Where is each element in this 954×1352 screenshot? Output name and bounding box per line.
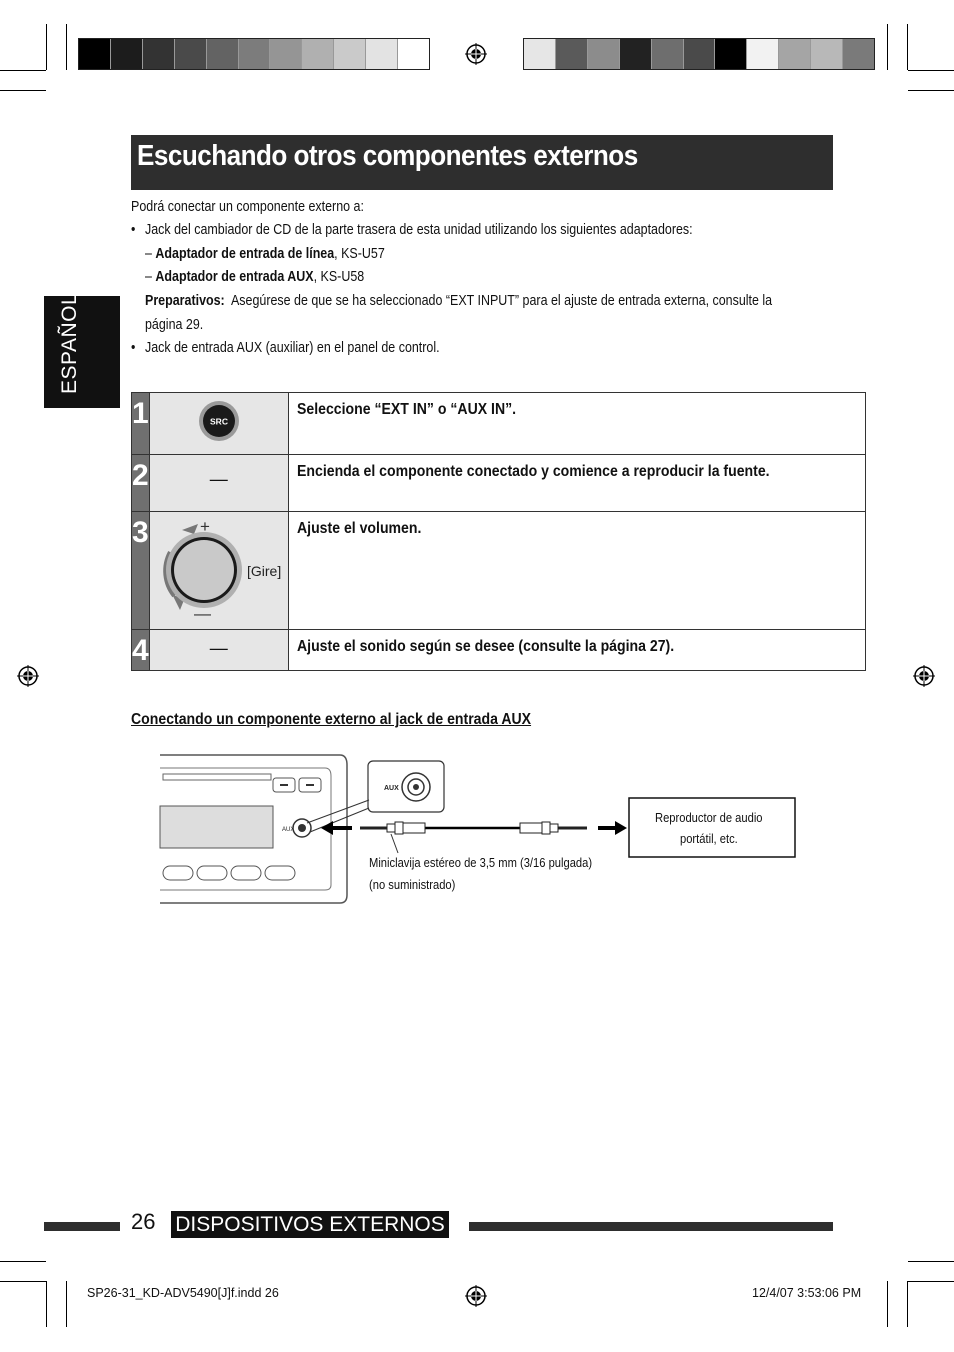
step-row [132,630,866,671]
step-number: 3 [132,512,150,630]
step-text: Ajuste el sonido según se desee (consulte la página 27). [288,630,865,671]
page-number: 26 [131,1209,156,1234]
step-icon-cell [149,455,288,512]
no-action-dash: — [209,638,228,658]
crop-mark [907,1281,908,1327]
crop-mark [0,1281,46,1282]
stereo-mini-plug-cable [360,822,587,853]
language-tab [44,296,120,408]
step-row [132,455,866,512]
plug-caption-2: (no suministrado) [369,877,456,892]
slug-file: SP26-31_KD-ADV5490[J]f.indd 26 [87,1286,279,1300]
adapter-1-model: , KS-U57 [334,246,385,262]
crop-mark [908,1261,954,1262]
crop-mark [907,24,908,70]
plug-caption-1: Miniclavija estéreo de 3,5 mm (3/16 pulgada) [369,855,593,870]
registration-mark-icon [913,665,935,687]
adapter-2-model: , KS-U58 [313,269,365,285]
crop-mark [66,1281,67,1327]
step-number: 4 [132,630,150,671]
svg-text:[Gire]: [Gire] [246,563,281,579]
step-number: 2 [132,455,150,512]
crop-mark [0,70,46,71]
aux-jack-callout [307,761,444,832]
step-text: Seleccione “EXT IN” o “AUX IN”. [288,393,865,455]
step-row [132,393,866,455]
crop-mark [46,24,47,70]
bullet-dot: • [131,222,136,238]
aux-label-small: AUX [282,827,295,833]
step-icon-cell [149,512,288,630]
crop-mark [0,90,46,91]
registration-mark-icon [465,1285,487,1307]
adapter-1-name: Adaptador de entrada de línea [155,246,335,262]
footer-bar-right [469,1222,833,1231]
no-action-dash: — [209,469,228,489]
step-icon-cell [149,630,288,671]
preparation-line [145,290,772,314]
arrow-right-icon [598,821,627,835]
section-label: DISPOSITIVOS EXTERNOS [171,1211,449,1238]
volume-knob-icon [150,512,288,624]
intro-line: Podrá conectar un componente externo a: [131,199,364,215]
steps-table [131,392,866,671]
intro-bullet-2: Jack de entrada AUX (auxiliar) en el panel de control. [145,340,440,356]
crop-mark [66,24,67,70]
portable-player-label-1: Reproductor de audio [655,810,763,825]
svg-text:+: + [199,517,210,536]
color-bar-left [78,38,430,70]
portable-player-label-2: portátil, etc. [680,831,738,846]
crop-mark [46,1281,47,1327]
slug-date: 12/4/07 3:53:06 PM [752,1286,862,1300]
svg-text:SRC: SRC [209,416,228,427]
crop-mark [908,70,954,71]
page-title: Escuchando otros componentes externos [137,140,638,172]
preparation-line-2: página 29. [145,317,204,333]
footer-bar-left [44,1222,120,1231]
bullet-dot: • [131,340,136,356]
adapter-2-name: Adaptador de entrada AUX [155,269,314,285]
registration-mark-icon [465,43,487,65]
preparation-text: Asegúrese de que se ha seleccionado “EXT INPUT” para el ajuste de entrada externa, consulte la [230,293,773,309]
color-bar-right [523,38,875,70]
crop-mark [0,1261,46,1262]
crop-mark [887,24,888,70]
step-number: 1 [132,393,150,455]
intro-bullet-1: Jack del cambiador de CD de la parte trasera de esta unidad utilizando los siguientes adaptadores: [145,222,693,238]
step-text: Ajuste el volumen. [288,512,865,630]
portable-player-box [629,798,795,857]
crop-mark [908,1281,954,1282]
crop-mark [887,1281,888,1327]
svg-text:—: — [193,604,211,623]
adapter-line-2: – Adaptador de entrada AUX, KS-U58 [145,269,365,285]
head-unit-illustration [160,755,347,903]
src-button-icon [150,393,288,449]
adapter-line-1: – Adaptador de entrada de línea, KS-U57 [145,246,385,262]
diagram-subheading: Conectando un componente externo al jack de entrada AUX [131,711,532,728]
registration-mark-icon [17,665,39,687]
language-tab-label: ESPAÑOL [58,292,81,394]
step-row [132,512,866,630]
preparation-label: Preparativos: [145,293,225,309]
step-text: Encienda el componente conectado y comience a reproducir la fuente. [288,455,865,512]
aux-label: AUX [384,785,399,792]
step-icon-cell [149,393,288,455]
crop-mark [908,90,954,91]
